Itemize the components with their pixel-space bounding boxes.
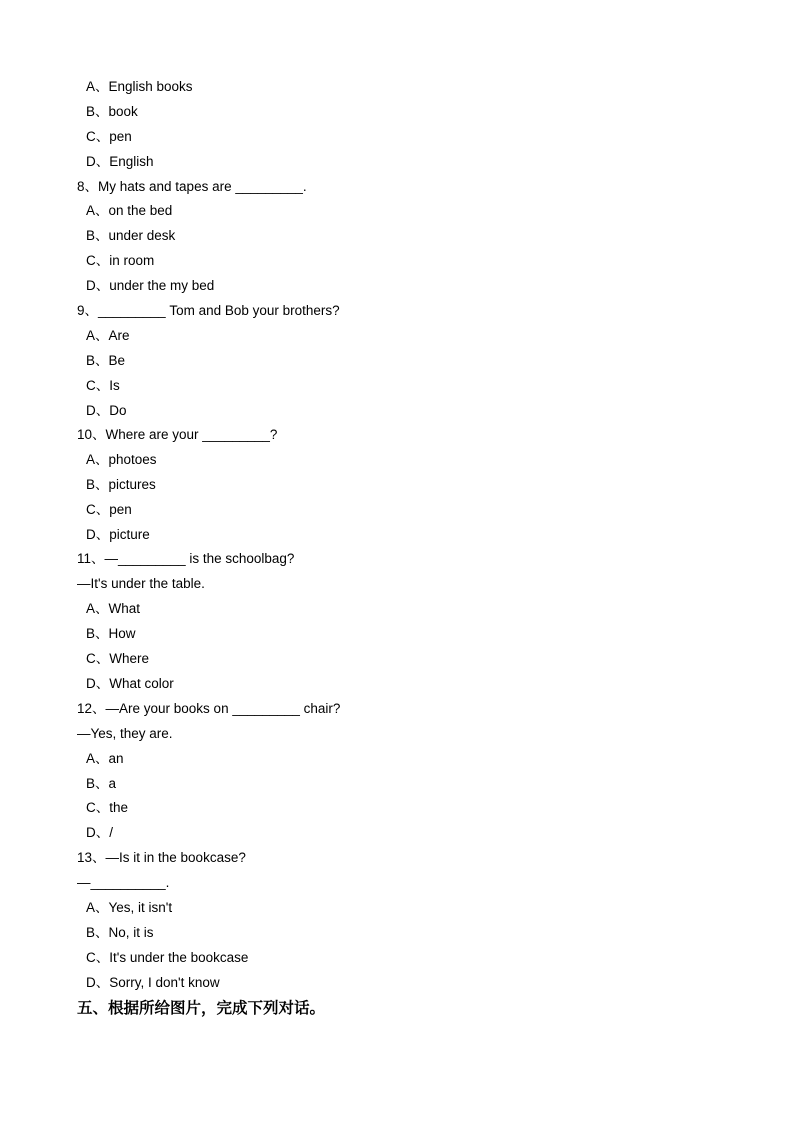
q12-response: —Yes, they are. [77, 726, 173, 741]
q12-option-d: D、/ [86, 825, 113, 840]
q8-option-d: D、under the my bed [86, 278, 215, 293]
q9-stem: 9、_________ Tom and Bob your brothers? [77, 303, 340, 318]
q9-option-d: D、Do [86, 403, 127, 418]
q13-option-b: B、No, it is [86, 925, 154, 940]
q7-option-a: A、English books [86, 79, 193, 94]
q11-option-b: B、How [86, 626, 136, 641]
q7-option-b: B、book [86, 104, 138, 119]
section-heading: 五、根据所给图片，完成下列对话。 [77, 998, 326, 1017]
q10-option-b: B、pictures [86, 477, 156, 492]
q10-option-a: A、photoes [86, 452, 157, 467]
q13-response: —__________. [77, 875, 170, 890]
q8-option-c: C、in room [86, 253, 155, 268]
q13-option-a: A、Yes, it isn't [86, 900, 173, 915]
q9-option-c: C、Is [86, 378, 120, 393]
q11-response: —It's under the table. [77, 576, 205, 591]
q10-option-c: C、pen [86, 502, 132, 517]
q12-option-a: A、an [86, 751, 124, 766]
q11-option-c: C、Where [86, 651, 150, 666]
q7-option-d: D、English [86, 154, 154, 169]
q13-option-c: C、It's under the bookcase [86, 950, 249, 965]
q8-stem: 8、My hats and tapes are _________. [77, 179, 307, 194]
q11-stem: 11、—_________ is the schoolbag? [77, 551, 295, 566]
q11-option-a: A、What [86, 601, 141, 616]
q11-option-d: D、What color [86, 676, 174, 691]
q12-option-c: C、the [86, 800, 129, 815]
q8-option-a: A、on the bed [86, 203, 173, 218]
q10-stem: 10、Where are your _________? [77, 427, 278, 442]
q9-option-a: A、Are [86, 328, 130, 343]
q12-stem: 12、—Are your books on _________ chair? [77, 701, 341, 716]
q13-stem: 13、—Is it in the bookcase? [77, 850, 246, 865]
q13-option-d: D、Sorry, I don't know [86, 975, 220, 990]
q12-option-b: B、a [86, 776, 117, 791]
q9-option-b: B、Be [86, 353, 126, 368]
q8-option-b: B、under desk [86, 228, 176, 243]
q7-option-c: C、pen [86, 129, 132, 144]
q10-option-d: D、picture [86, 527, 150, 542]
